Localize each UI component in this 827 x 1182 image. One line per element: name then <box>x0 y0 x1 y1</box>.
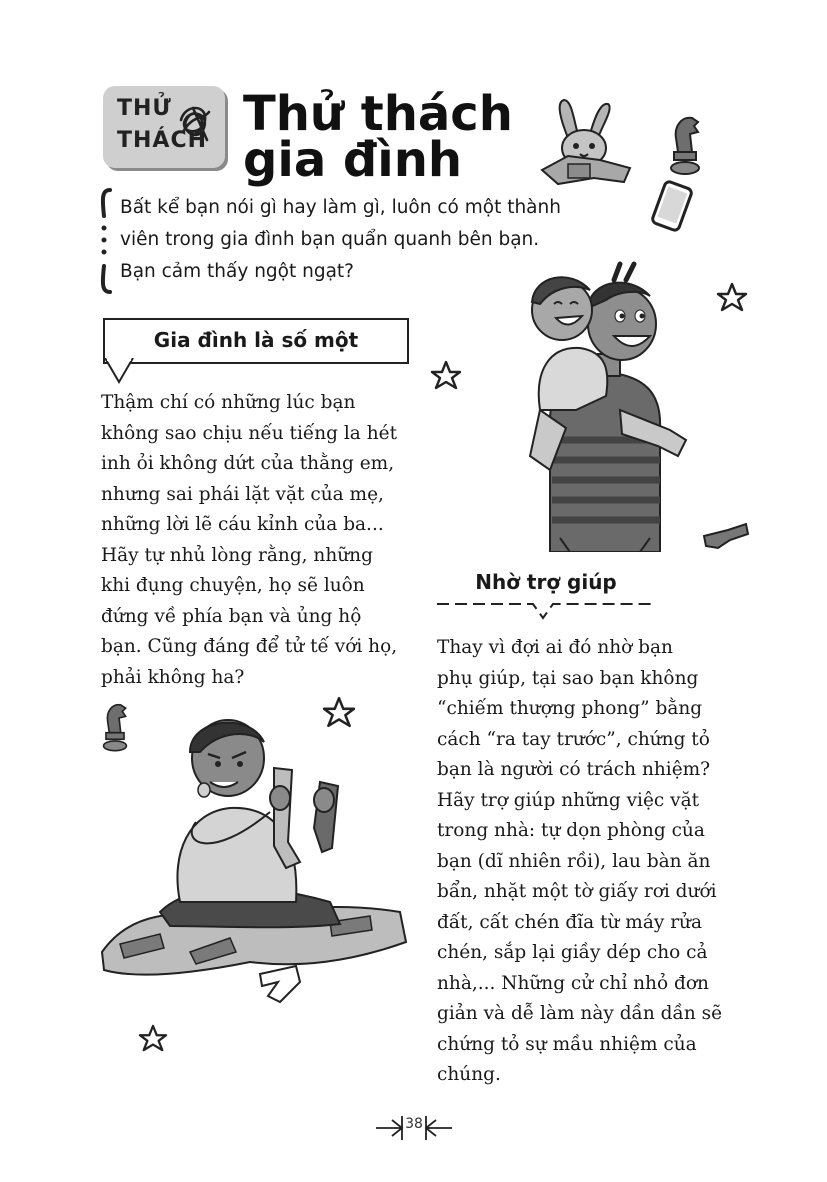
paragraph-line: giản và dễ làm này dần dần sẽ <box>437 1003 723 1024</box>
paragraph-line: bẩn, nhặt một tờ giấy rơi dưới <box>437 881 717 902</box>
paragraph-line: chúng. <box>437 1064 501 1085</box>
intro-line: Bất kể bạn nói gì hay làm gì, luôn có một thành <box>120 197 561 218</box>
section-heading-label: Gia đình là số một <box>153 328 359 352</box>
paragraph-line: bạn (dĩ nhiên rồi), lau bàn ăn <box>437 850 711 872</box>
paragraph-line: bạn là người có trách nhiệm? <box>437 759 711 780</box>
badge-text-line1: THỬ <box>117 96 172 121</box>
paragraph-line: phải không ha? <box>101 666 245 688</box>
page-number: 38 <box>405 1116 423 1132</box>
chess-knight-icon <box>668 112 702 178</box>
paragraph-line: nhưng sai phái lặt vặt của mẹ, <box>101 483 384 505</box>
sock-icon <box>700 520 752 552</box>
section-heading-help <box>437 566 655 606</box>
star-icon <box>138 1024 168 1052</box>
paragraph-line: khi đụng chuyện, họ sẽ luôn <box>101 575 365 596</box>
paragraph-line: Thay vì đợi ai đó nhờ bạn <box>437 637 673 658</box>
paragraph-line: “chiếm thượng phong” bằng <box>437 698 703 719</box>
star-icon <box>430 360 462 390</box>
challenge-badge <box>103 86 225 168</box>
paragraph-line: trong nhà: tự dọn phòng của <box>437 820 705 841</box>
page-title-line1: Thử thách <box>243 86 513 142</box>
intro-line: Bạn cảm thấy ngột ngạt? <box>120 261 354 282</box>
speech-tail <box>103 358 137 384</box>
bunny-plush-illustration <box>538 98 634 190</box>
page-footer <box>374 1108 454 1148</box>
paragraph-line: chứng tỏ sự mầu nhiệm của <box>437 1033 697 1055</box>
paragraph-line: bạn. Cũng đáng để tử tế với họ, <box>101 636 398 657</box>
section2-paragraph <box>437 633 722 1091</box>
paragraph-line: nhà,... Những cử chỉ nhỏ đơn <box>437 972 709 994</box>
paragraph-line: cách “ra tay trước”, chứng tỏ <box>437 728 710 750</box>
paragraph-line: không sao chịu nếu tiếng la hét <box>101 422 398 444</box>
section-heading-family <box>103 318 409 364</box>
paragraph-line: Hãy tự nhủ lòng rằng, những <box>101 544 373 566</box>
paragraph-line: đứng về phía bạn và ủng hộ <box>101 605 362 627</box>
paragraph-line: phụ giúp, tại sao bạn không <box>437 667 699 689</box>
boy-sorting-socks-illustration <box>100 712 412 1020</box>
star-icon <box>716 282 748 312</box>
paragraph-line: Hãy trợ giúp những việc vặt <box>437 789 700 811</box>
paragraph-line: những lời lẽ cáu kỉnh của ba... <box>101 514 384 535</box>
badge-text-line2: THÁCH <box>117 128 208 153</box>
paragraph-line: chén, sắp lại giầy dép cho cả <box>437 942 708 963</box>
section-heading-label: Nhờ trợ giúp <box>475 570 617 594</box>
page-title-line2: gia đình <box>243 132 463 188</box>
paragraph-line: Thậm chí có những lúc bạn <box>101 392 356 413</box>
intro-bracket <box>98 186 120 296</box>
paragraph-line: inh ỏi không dứt của thằng em, <box>101 453 395 474</box>
father-carrying-child-illustration <box>510 260 706 552</box>
tangled-scribble-icon <box>173 100 215 146</box>
intro-line: viên trong gia đình bạn quẩn quanh bên bạn. <box>120 229 540 250</box>
paragraph-line: đất, cất chén đĩa từ máy rửa <box>437 911 702 933</box>
heading-underline <box>437 600 655 622</box>
section1-paragraph <box>101 388 397 693</box>
